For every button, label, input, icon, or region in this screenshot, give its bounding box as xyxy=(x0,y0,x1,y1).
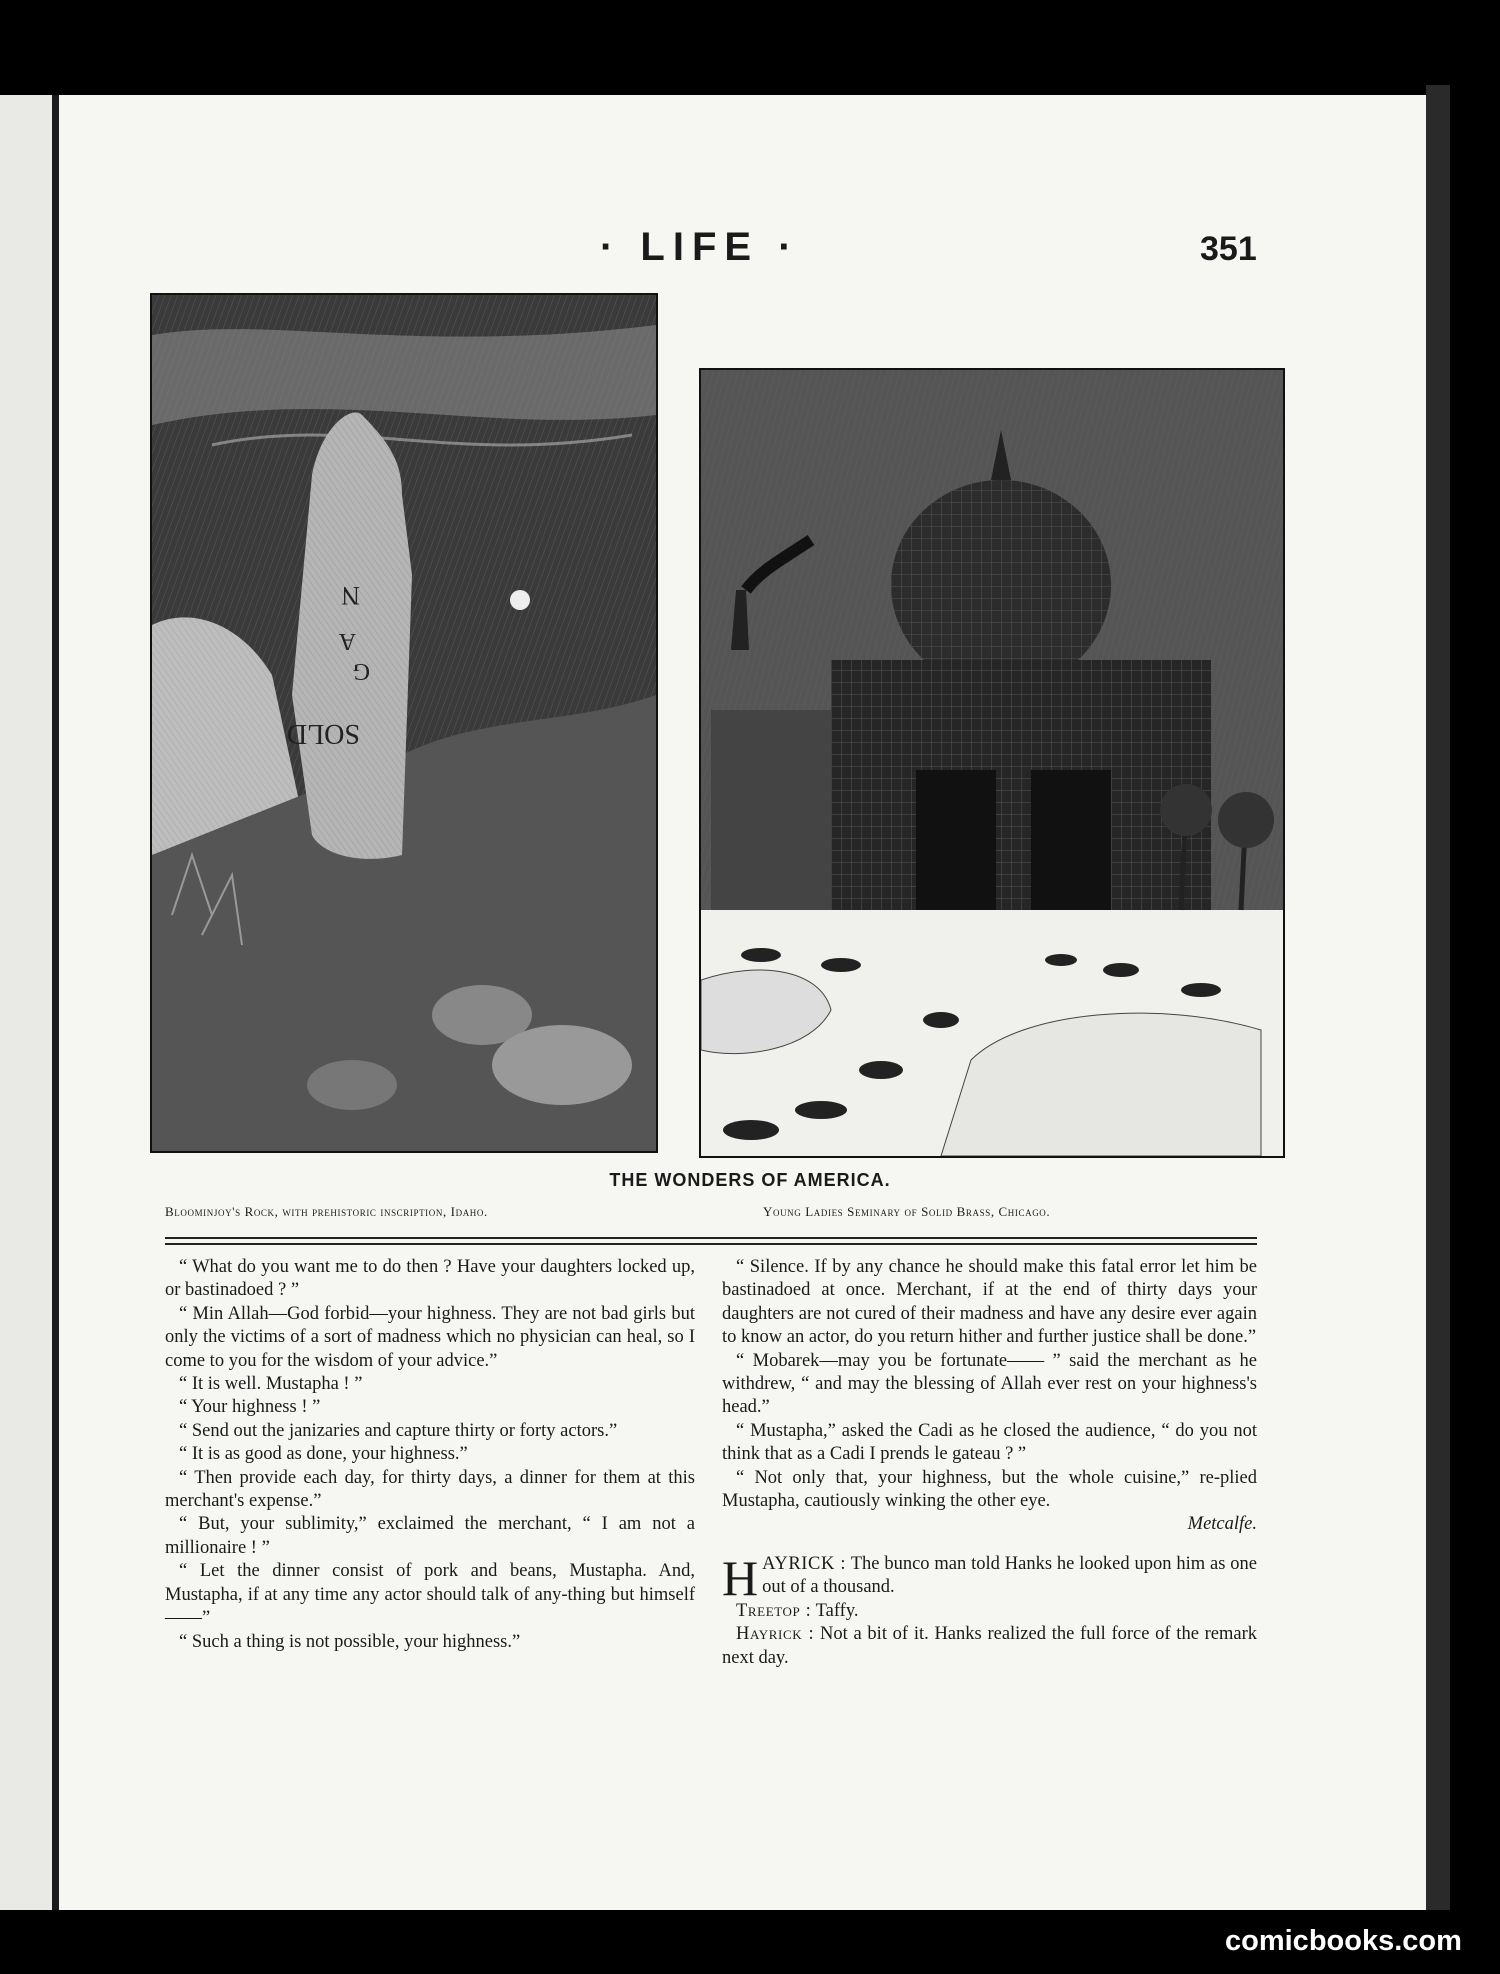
paragraph: “ It is well. Mustapha ! ” xyxy=(179,1374,363,1395)
paragraph: “ Then provide each day, for thirty days, a dinner for them at this merchant's expense.” xyxy=(165,1467,695,1512)
paragraph: “ But, your sublimity,” exclaimed the merchant, “ I am not a millionaire ! ” xyxy=(165,1514,695,1558)
paragraph: “ Such a thing is not possible, your highness.” xyxy=(179,1631,521,1652)
paragraph: “ Let the dinner consist of pork and beans, Mustapha. And, Mustapha, if at any time any actor should talk of any-thing but himself——” xyxy=(165,1561,695,1629)
paragraph: “ Mustapha,” asked the Cadi as he closed the audience, “ do you not think that as a Cadi I prends le gateau ? ” xyxy=(722,1420,1257,1465)
joke-line: Not a bit of it. Hanks realized the full force of the remark next day. xyxy=(722,1624,1258,1668)
paragraph: “ Silence. If by any chance he should make this fatal error let him be bastinadoed at once. Merchant, if at the end of thirty days your daughters are not cured of their madness and have any desire ever again to know an actor, do you return hither and further justice shall be done.” xyxy=(722,1257,1257,1348)
illustration-title: THE WONDERS OF AMERICA. xyxy=(609,1170,891,1190)
drop-cap: H xyxy=(722,1549,759,1606)
paragraph: “ Mobarek—may you be fortunate—— ” said the merchant as he withdrew, “ and may the blessing of Allah ever rest on your highness's head.” xyxy=(722,1350,1257,1418)
rock-inscription-sold: SOLD xyxy=(286,718,360,749)
previous-page-edge xyxy=(0,95,52,1910)
divider-rule-top xyxy=(165,1237,1257,1239)
right-illustration-caption: Young Ladies Seminary of Solid Brass, Chicago. xyxy=(763,1204,1051,1219)
right-text-column xyxy=(722,1256,1257,1670)
paragraph: “ Not only that, your highness, but the whole cuisine,” re-plied Mustapha, cautiously winking the other eye. xyxy=(722,1467,1257,1512)
hayrick-joke xyxy=(722,1549,1258,1670)
joke-line: The bunco man told Hanks he looked upon him as one out of a thousand. xyxy=(762,1553,1258,1598)
page-gutter xyxy=(52,95,59,1910)
rock-inscription-n: N xyxy=(341,581,360,610)
left-text-column xyxy=(165,1256,695,1654)
divider-rule-bottom xyxy=(165,1243,1257,1245)
watermark: comicbooks.com xyxy=(1225,1925,1462,1957)
speaker: Hayrick : xyxy=(736,1624,815,1645)
page-number: 351 xyxy=(1200,230,1257,268)
paragraph: “ Your highness ! ” xyxy=(179,1397,321,1418)
paragraph: “ Send out the janizaries and capture thirty or forty actors.” xyxy=(179,1420,618,1441)
paragraph: “ Min Allah—God forbid—your highness. They are not bad girls but only the victims of a sort of madness which no physician can heal, so I come to you for the wisdom of your advice.” xyxy=(165,1303,695,1371)
paragraph: “ What do you want me to do then ? Have your daughters locked up, or bastinadoed ? ” xyxy=(165,1257,695,1301)
rock-inscription-g: G xyxy=(352,658,370,684)
seminary-illustration xyxy=(699,368,1285,1158)
left-illustration-caption: Bloominjoy's Rock, with prehistoric inscription, Idaho. xyxy=(165,1204,488,1219)
speaker: Treetop : xyxy=(736,1600,812,1621)
rock-inscription-a: A xyxy=(338,628,356,654)
rock-illustration xyxy=(150,293,658,1153)
joke-line: Taffy. xyxy=(815,1600,859,1621)
page-binding-edge xyxy=(1426,85,1450,1910)
magazine-title: · LIFE · xyxy=(600,225,800,269)
paragraph: “ It is as good as done, your highness.” xyxy=(179,1444,468,1465)
speaker: AYRICK : xyxy=(762,1553,847,1574)
author-signature: Metcalfe. xyxy=(1187,1514,1257,1535)
